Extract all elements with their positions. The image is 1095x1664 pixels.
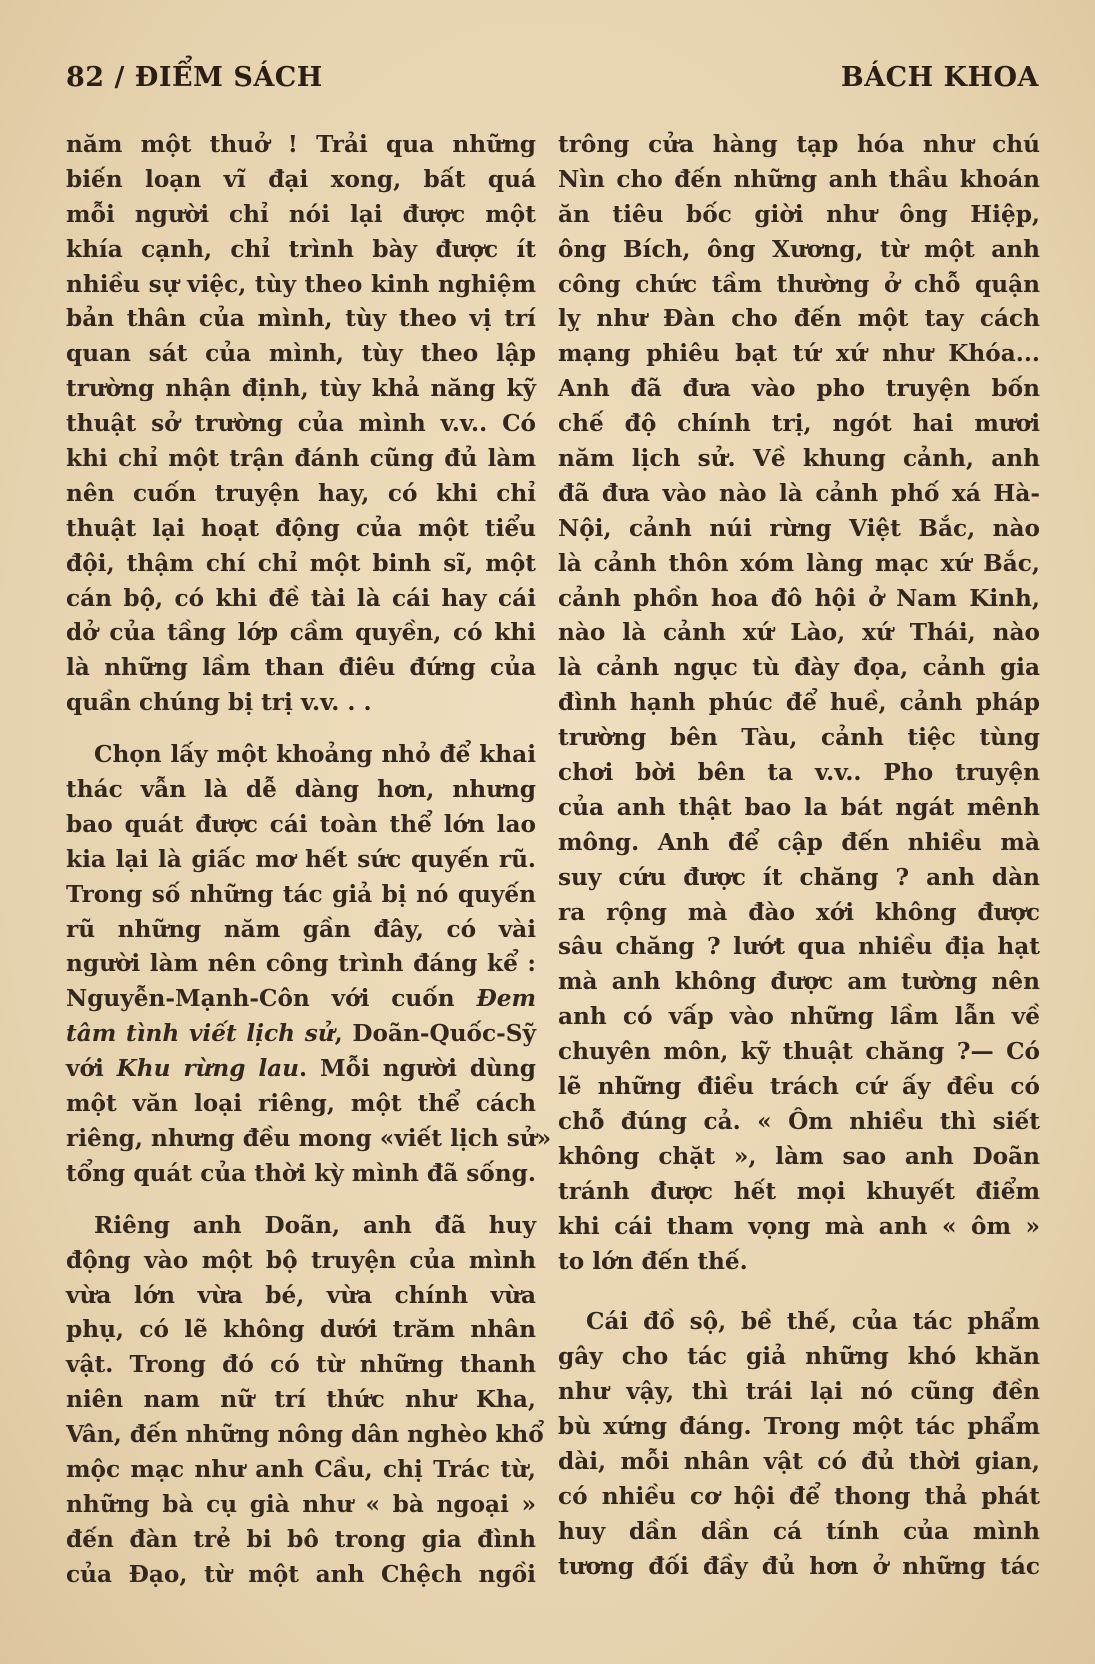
right-column	[558, 128, 1040, 1585]
text-line: mông. Anh để cập đến nhiều mà	[558, 828, 1040, 856]
text-line: biến loạn vĩ đại xong, bất quá	[66, 165, 536, 193]
text-line: nên cuốn truyện hay, có khi chỉ	[66, 479, 536, 507]
text-line: Nội, cảnh núi rừng Việt Bắc, nào	[558, 514, 1040, 542]
text-line: ông Bích, ông Xương, từ một anh	[558, 235, 1040, 263]
text-line: suy cứu được ít chăng ? anh dàn	[558, 863, 1040, 891]
left-column	[66, 128, 552, 1593]
text-line: quần chúng bị trị v.v. . .	[66, 689, 372, 717]
text-line: huy dần dần cá tính của mình	[558, 1517, 1040, 1545]
text-line: tương đối đầy đủ hơn ở những tác	[558, 1552, 1040, 1580]
text-line: là cảnh ngục tù đày đọa, cảnh gia	[558, 654, 1040, 682]
text-line: tránh được hết mọi khuyết điểm	[558, 1177, 1040, 1205]
text-line: dài, mỗi nhân vật có đủ thời gian,	[558, 1447, 1040, 1475]
header-magazine-title: BÁCH KHOA	[840, 62, 1039, 93]
text-line: Riêng anh Doãn, anh đã huy	[94, 1211, 536, 1239]
text-line: niên nam nữ trí thức như Kha,	[66, 1386, 536, 1414]
text-line	[66, 982, 536, 1017]
text-line: thác vẫn là dễ dàng hơn, nhưng	[66, 776, 536, 804]
header-page-section: 82 / ĐIỂM SÁCH	[66, 62, 323, 93]
text-line: mạng phiêu bạt tứ xứ như Khóa...	[558, 340, 1040, 368]
text-line: mỗi người chỉ nói lại được một	[66, 200, 536, 228]
text-line: đình hạnh phúc để huề, cảnh pháp	[558, 689, 1040, 717]
text-line: bù xứng đáng. Trong một tác phẩm	[558, 1413, 1040, 1441]
text-line: như vậy, thì trái lại nó cũng đền	[558, 1378, 1040, 1406]
text-line: động vào một bộ truyện của mình	[66, 1246, 536, 1274]
paragraph-gap	[66, 721, 536, 738]
text-line: Chọn lấy một khoảng nhỏ để khai	[94, 741, 536, 769]
text-line: cảnh phồn hoa đô hội ở Nam Kinh,	[558, 584, 1040, 612]
text-line: chế độ chính trị, ngót hai mươi	[558, 410, 1040, 438]
text-line: là cảnh thôn xóm làng mạc xứ Bắc,	[558, 549, 1040, 577]
text-line	[66, 1052, 536, 1087]
text-line: nào là cảnh xứ Lào, xứ Thái, nào	[558, 619, 1040, 647]
text-line: cán bộ, có khi đề tài là cái hay cái	[66, 584, 536, 612]
text-line: không chặt », làm sao anh Doãn	[558, 1142, 1040, 1170]
text-line: nhiều sự việc, tùy theo kinh nghiệm	[66, 270, 536, 298]
text-line: ra rộng mà đào xới không được	[558, 898, 1040, 926]
text-line: bao quát được cái toàn thể lớn lao	[66, 810, 536, 838]
text-line: chơi bời bên ta v.v.. Pho truyện	[558, 759, 1040, 787]
book-title: Đem	[476, 985, 537, 1013]
text-line: lỵ như Đàn cho đến một tay cách	[558, 305, 1040, 333]
book-title: tâm tình viết lịch sử	[66, 1020, 335, 1048]
text-line: trường nhận định, tùy khả năng kỹ	[66, 375, 536, 403]
text-line	[66, 1017, 536, 1052]
text-line: công chức tầm thường ở chỗ quận	[558, 270, 1040, 298]
text-line: chỗ đúng cả. « Ôm nhiều thì siết	[558, 1107, 1040, 1135]
text-run: , Doãn-Quốc-Sỹ	[334, 1020, 536, 1048]
text-line: phụ, có lẽ không dưới trăm nhân	[66, 1316, 536, 1344]
text-line: năm lịch sử. Về khung cảnh, anh	[558, 445, 1040, 473]
text-line: khía cạnh, chỉ trình bày được ít	[66, 235, 536, 263]
text-line: kia lại là giấc mơ hết sức quyến rũ.	[66, 845, 536, 873]
text-line: năm một thuở ! Trải qua những	[66, 131, 536, 158]
text-line: đội, thậm chí chỉ một binh sĩ, một	[66, 549, 536, 577]
text-line: mà anh không được am tường nên	[558, 968, 1040, 996]
text-line: thuật sở trường của mình v.v.. Có	[66, 410, 536, 438]
text-line: một văn loại riêng, một thể cách	[66, 1090, 536, 1118]
text-line: Anh đã đưa vào pho truyện bốn	[558, 375, 1040, 403]
text-line: trường bên Tàu, cảnh tiệc tùng	[558, 724, 1040, 752]
text-line: vừa lớn vừa bé, vừa chính vừa	[66, 1281, 536, 1309]
text-run: Nguyễn-Mạnh-Côn với cuốn	[66, 985, 455, 1013]
text-line: riêng, nhưng đều mong «viết lịch sử»	[66, 1124, 552, 1152]
text-line: khi chỉ một trận đánh cũng đủ làm	[66, 445, 536, 473]
text-line: mộc mạc như anh Cầu, chị Trác từ,	[66, 1455, 536, 1483]
paragraph-gap	[66, 1192, 536, 1209]
text-line: đến đàn trẻ bi bô trong gia đình	[66, 1525, 536, 1553]
text-line: Cái đồ sộ, bề thế, của tác phẩm	[586, 1308, 1040, 1336]
text-line: của anh thật bao la bát ngát mênh	[558, 793, 1040, 821]
text-line: to lớn đến thế.	[558, 1247, 748, 1275]
text-line: quan sát của mình, tùy theo lập	[66, 340, 536, 368]
text-line: anh có vấp vào những lầm lẫn về	[558, 1003, 1040, 1031]
text-run: . Mỗi người dùng	[299, 1055, 536, 1083]
text-line: sâu chăng ? lướt qua nhiều địa hạt	[558, 933, 1040, 961]
text-line: lẽ những điều trách cứ ấy đều có	[558, 1073, 1040, 1101]
text-line: Nìn cho đến những anh thầu khoán	[558, 165, 1040, 193]
text-line: dở của tầng lớp cầm quyền, có khi	[66, 619, 536, 647]
paragraph-gap	[558, 1279, 1040, 1305]
book-title: Khu rừng lau	[116, 1055, 300, 1083]
text-line: có nhiều cơ hội để thong thả phát	[558, 1482, 1040, 1510]
text-line: chuyên môn, kỹ thuật chăng ?— Có	[558, 1038, 1040, 1066]
text-line: những bà cụ già như « bà ngoại »	[66, 1490, 536, 1518]
text-line: bản thân của mình, tùy theo vị trí	[66, 305, 536, 333]
text-run: với	[66, 1055, 104, 1083]
text-line: ăn tiêu bốc giời như ông Hiệp,	[558, 200, 1040, 228]
text-line: tổng quát của thời kỳ mình đã sống.	[66, 1159, 536, 1187]
text-line: Trong số những tác giả bị nó quyến	[66, 880, 536, 908]
text-line: đã đưa vào nào là cảnh phố xá Hà-	[558, 479, 1040, 507]
text-line: người làm nên công trình đáng kể :	[66, 950, 536, 978]
text-line: của Đạo, từ một anh Chệch ngồi	[66, 1560, 536, 1588]
page-header	[66, 62, 1039, 93]
text-line: là những lầm than điêu đứng của	[66, 654, 536, 682]
text-line: rũ những năm gần đây, có vài	[66, 915, 536, 943]
text-line: Vân, đến những nông dân nghèo khổ	[66, 1421, 544, 1449]
text-line: khi cái tham vọng mà anh « ôm »	[558, 1212, 1040, 1240]
text-line: trông cửa hàng tạp hóa như chú	[558, 131, 1040, 158]
text-line: thuật lại hoạt động của một tiểu	[66, 514, 536, 542]
text-line: vật. Trong đó có từ những thanh	[66, 1351, 536, 1379]
text-line: gây cho tác giả những khó khăn	[558, 1343, 1040, 1371]
